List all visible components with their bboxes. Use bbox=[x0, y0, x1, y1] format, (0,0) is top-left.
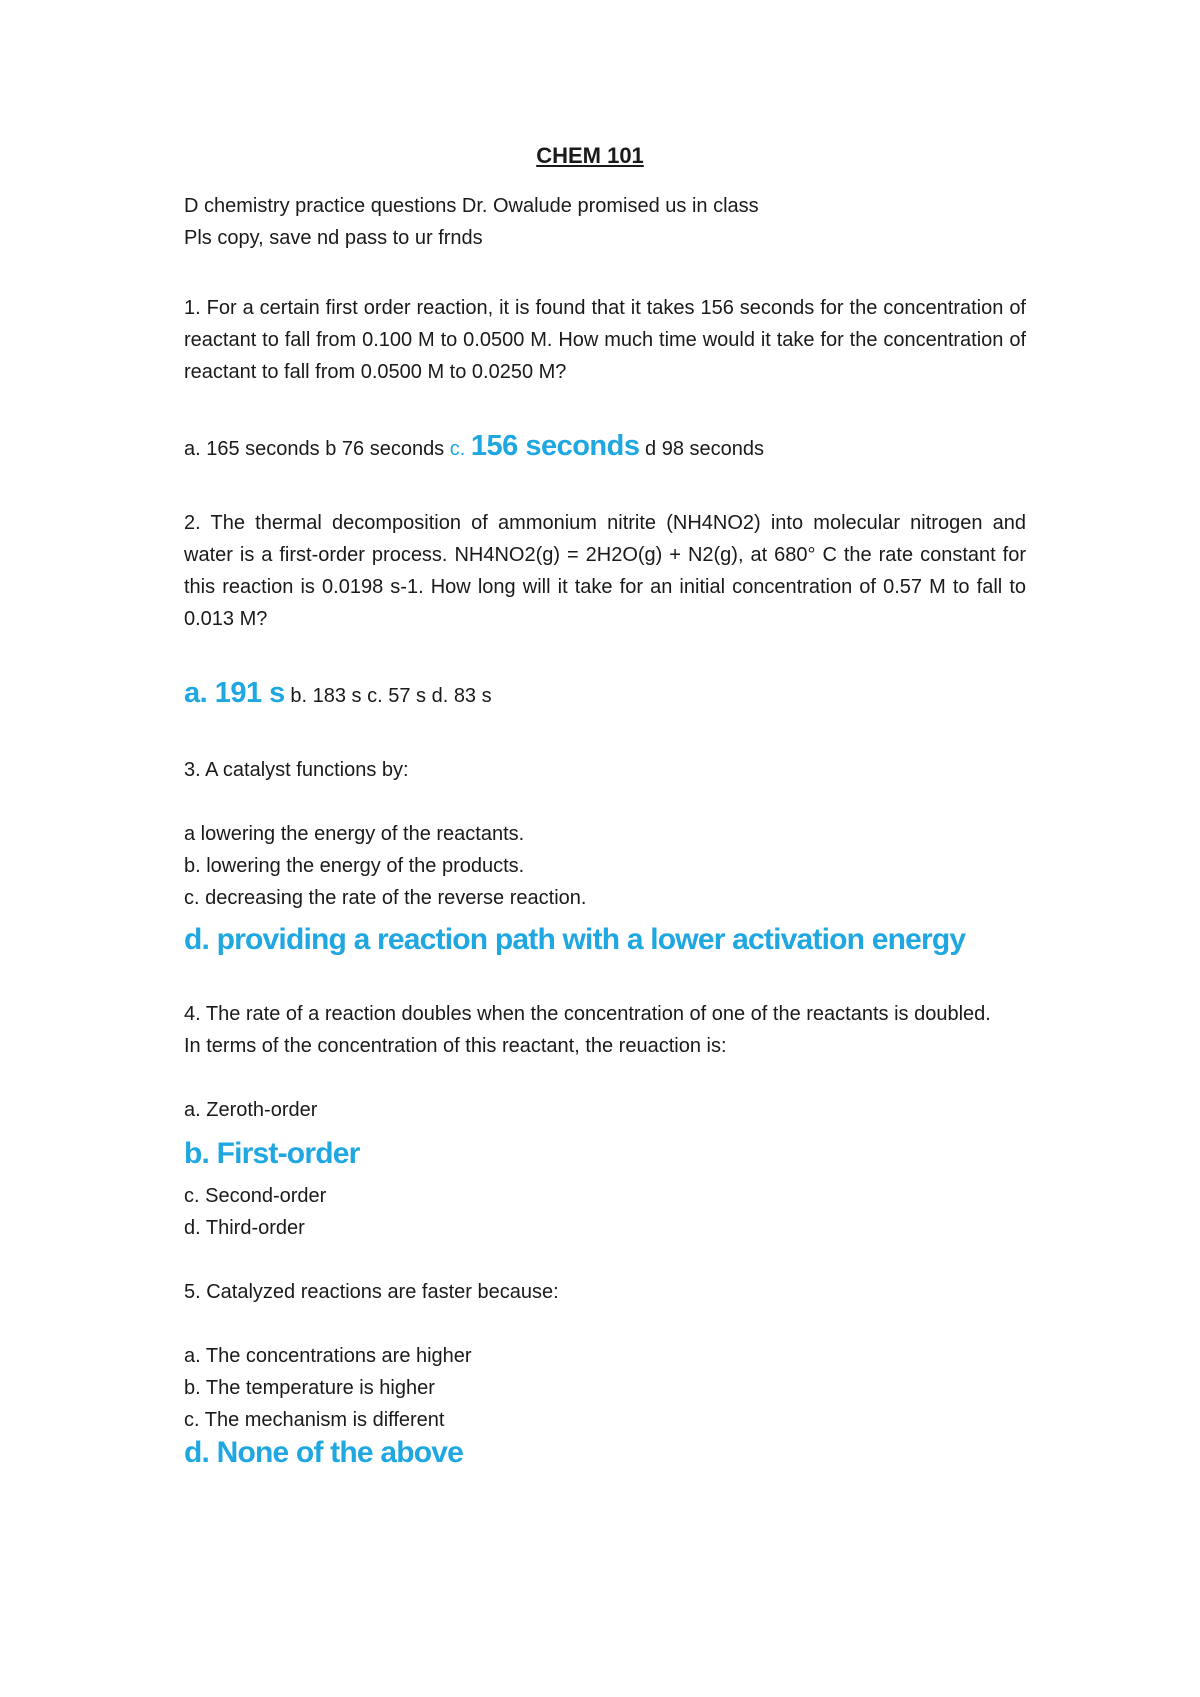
question-2-options bbox=[184, 673, 1026, 716]
question-5-option-b: b. The temperature is higher bbox=[184, 1377, 435, 1399]
question-3-answer: d. providing a reaction path with a lower activation energy bbox=[184, 923, 966, 956]
document-body bbox=[184, 140, 1026, 1470]
question-4-answer: b. First-order bbox=[184, 1137, 360, 1170]
page-title: CHEM 101 bbox=[536, 143, 644, 168]
question-3-option-b: b. lowering the energy of the products. bbox=[184, 855, 525, 877]
question-4-text-2: In terms of the concentration of this reactant, the reuaction is: bbox=[184, 1035, 727, 1057]
question-4-option-c: c. Second-order bbox=[184, 1185, 327, 1207]
intro-line-1: D chemistry practice questions Dr. Owalude promised us in class bbox=[184, 195, 759, 217]
question-5-option-a: a. The concentrations are higher bbox=[184, 1345, 472, 1367]
question-3-option-c: c. decreasing the rate of the reverse reaction. bbox=[184, 887, 587, 909]
question-3-text: 3. A catalyst functions by: bbox=[184, 759, 409, 781]
question-3-option-a: a lowering the energy of the reactants. bbox=[184, 823, 525, 845]
question-1-options-before: a. 165 seconds b 76 seconds bbox=[184, 438, 450, 460]
question-5-answer: d. None of the above bbox=[184, 1436, 464, 1469]
question-4-option-d: d. Third-order bbox=[184, 1217, 305, 1239]
question-1-options-after: d 98 seconds bbox=[639, 438, 765, 460]
question-2-options-after: b. 183 s c. 57 s d. 83 s bbox=[284, 685, 492, 707]
question-4-option-a: a. Zeroth-order bbox=[184, 1099, 318, 1121]
question-2-text: 2. The thermal decomposition of ammonium nitrite (NH4NO2) into molecular nitrogen and water is a first-order process. NH4NO2(g) = 2H2O(g) + N2(g), at 680° C the rate constant for this reaction is 0.0198 s-1. How long will it take for an initial concentration of 0.57 M to fall to 0.013 M? bbox=[184, 512, 1026, 630]
question-1-options bbox=[184, 426, 1026, 469]
question-1-text: 1. For a certain first order reaction, it is found that it takes 156 seconds for the concentration of reactant to fall from 0.100 M to 0.0500 M. How much time would it take for the concentration of reactant to fall from 0.0500 M to 0.0250 M? bbox=[184, 297, 1026, 383]
question-4-text: 4. The rate of a reaction doubles when the concentration of one of the reactants is doubled. bbox=[184, 1003, 991, 1025]
intro-line-2: Pls copy, save nd pass to ur frnds bbox=[184, 227, 483, 249]
question-2-answer: a. 191 s bbox=[184, 677, 285, 709]
question-5-text: 5. Catalyzed reactions are faster because: bbox=[184, 1281, 559, 1303]
question-1-answer: 156 seconds bbox=[470, 430, 640, 462]
question-5-option-c: c. The mechanism is different bbox=[184, 1409, 445, 1431]
question-1-c-label: c. bbox=[449, 438, 466, 460]
